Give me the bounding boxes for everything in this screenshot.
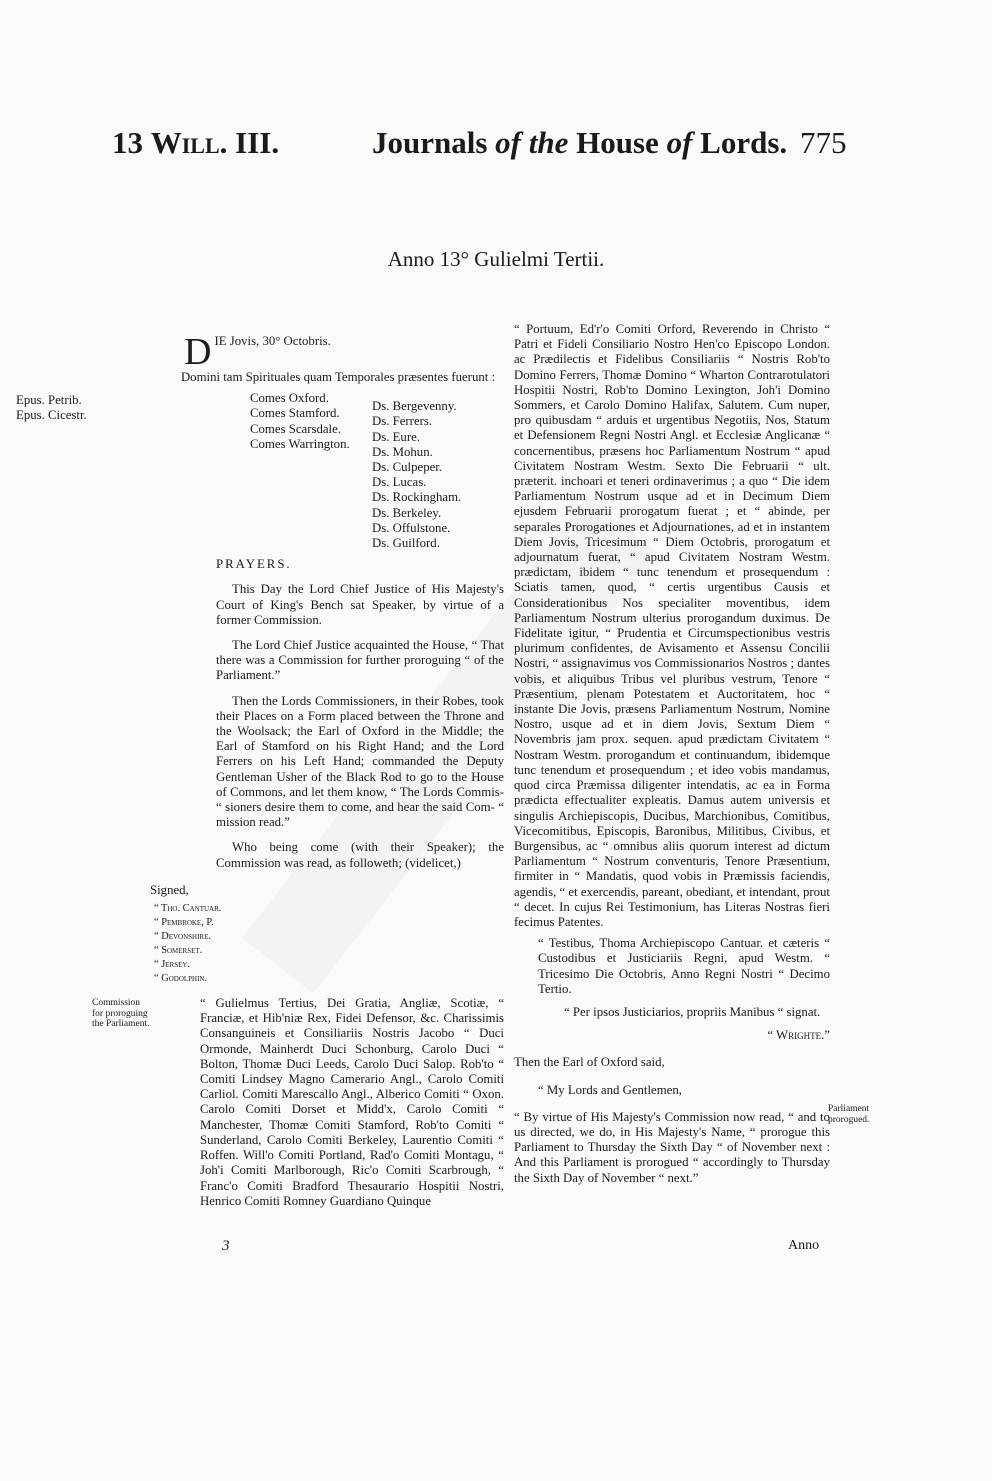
paragraph: Then the Earl of Oxford said, [514, 1055, 665, 1070]
list-item: Ds. Lucas. [372, 475, 427, 490]
list-item: Epus. Petrib. [16, 393, 82, 408]
signer: “ Godolphin. [154, 973, 208, 985]
header-regnal-year [112, 126, 279, 160]
header-title-word: House [576, 125, 659, 160]
signers-list [154, 902, 504, 986]
list-item: Ds. Culpeper. [372, 460, 443, 475]
bishops-list [16, 393, 87, 423]
signed-label: Signed, [150, 882, 189, 897]
header-title-word: of [666, 125, 693, 160]
margin-note: Commission for proroguing the Parliament. [92, 998, 150, 1030]
list-item: Ds. Ferrers. [372, 414, 433, 429]
paragraph: This Day the Lord Chief Justice of His Majesty's Court of King's Bench sat Speaker, by virtue of a former Commission. [216, 582, 504, 627]
commission-text: “ Gulielmus Tertius, Dei Gratia, Angliæ, Scotiæ, “ Franciæ, et Hib'niæ Rex, Fidei Defensor, &c. Charissimis Consanguineis et Consiliariis Nostris Jacobo “ Duci Ormonde, Mainherdt Duci Schonburg, Carolo Duci “ Bolton, Thomæ Duci Leeds, Carolo Duci Salop. Rob'to “ Comiti Lindsey Magno Camerario Angl., Carolo Comiti Carliol. Comiti Marescallo Angl., Alberico Comiti “ Oxon. Carolo Comiti Dorset et Midd'x, Carolo Comiti “ Manchester, Thomæ Comiti Stamford, Rob'to Comiti “ Sunderland, Carolo Comiti Berkeley, Laurentio Comiti “ Roffen. Will'o Comiti Portland, Rad'o Comiti Montagu, “ Joh'i Comiti Marlborough, Ric'o Comiti Scarbrough, “ Franc'o Comiti Bradford Thesaurario Hospitii Nostri, Henrico Comiti Romney Guardiano Quinque [200, 996, 504, 1208]
list-item: Ds. Berkeley. [372, 505, 442, 520]
salutation: “ My Lords and Gentlemen, [538, 1082, 682, 1097]
signer: “ Tho. Cantuar. [154, 903, 222, 915]
drop-cap: D [184, 331, 212, 373]
list-item: Comes Stamford. [250, 406, 340, 421]
per-ipsos-clause: “ Per ipsos Justiciarios, propriis Manibus “ signat. [564, 1004, 821, 1019]
header-title-word: Lords. [700, 125, 788, 160]
list-item: Ds. Mohun. [372, 444, 433, 459]
page-number: 775 [800, 125, 847, 160]
paragraph: Who being come (with their Speaker); the Commission was read, as followeth; (videlicet,) [216, 840, 504, 870]
commission-block [92, 996, 504, 1209]
signer: “ Devonshire. [154, 931, 211, 943]
right-column [514, 322, 830, 1186]
list-item: Comes Oxford. [250, 391, 329, 406]
signature-wrighte: “ Wrighte.” [767, 1028, 830, 1043]
opening-date: IE Jovis, 30° Octobris. [214, 334, 331, 348]
prayers-heading: PRAYERS. [216, 557, 292, 572]
list-item: Ds. Guilford. [372, 536, 440, 551]
header-title-word: the [528, 125, 569, 160]
list-item: Ds. Eure. [372, 429, 420, 444]
paragraph: The Lord Chief Justice acquainted the House, “ That there was a Commission for further proroguing “ of the Parliament.” [216, 638, 504, 683]
left-column [16, 322, 504, 1209]
catchword: Anno [788, 1238, 820, 1253]
list-item: Epus. Cicestr. [16, 408, 87, 423]
header-title [372, 126, 787, 160]
signer: “ Jersey. [154, 959, 191, 971]
list-item: Ds. Bergevenny. [372, 399, 457, 414]
header-regnal-number: 13 [112, 125, 143, 160]
signature-mark: 3 [222, 1238, 230, 1254]
header-regnal-name: Will. III. [150, 125, 280, 160]
margin-note: Parliament prorogued. [828, 1104, 870, 1125]
year-heading: Anno 13° Gulielmi Tertii. [387, 247, 605, 271]
signer: “ Pembroke, P. [154, 917, 214, 929]
speech-text: “ By virtue of His Majesty's Commission now read, “ and to us directed, we do, in His Majesty's Name, “ prorogue this Parliament to Thursday the Sixth Day “ of November next : And this Parliament is prorogued “ accordingly to Thursday the Sixth Day of November “ next.” [514, 1109, 830, 1185]
signer: “ Somerset. [154, 945, 203, 957]
list-item: Comes Scarsdale. [250, 421, 341, 436]
header-title-word: of [495, 125, 521, 160]
attendance-lists [16, 391, 504, 551]
paragraph: Then the Lords Commissioners, in their Robes, took their Places on a Form placed between the Throne and the Woolsack; the Earl of Oxford in the Middle; the Earl of Stamford on his Right Hand; and the Lord Ferrers on his Left Hand; commanded the Deputy Gentleman Usher of the Black Rod to go to the House of Commons, and let them know, “ The Lords Commis- “ sioners desire them to come, and hear the said Com- “ mission read.” [216, 693, 504, 830]
present-title: Domini tam Spirituales quam Temporales præsentes fuerunt : [180, 370, 496, 384]
barons-list [372, 399, 461, 551]
header-title-word: Journals [372, 125, 488, 160]
commission-continued: “ Portuum, Ed'r'o Comiti Orford, Reverendo in Christo “ Patri et Fideli Consiliario Nostro Hen'co Episcopo London. ac Prædilectis et Fidelibus Consiliariis “ Nostris Rob'to Domino Ferrers, Thomæ Domino “ Wharton Contrarotulatori Hospitii Nostri, Rob'to Domino Lexington, Joh'i Domino Sommers, et Carolo Domino Halifax, Salutem. Cum nuper, pro quibusdam “ arduis et urgentibus Negotiis, Nos, Statum et Defensionem Regni Nostri Angl. et Ecclesiæ Anglicanæ “ concernentibus, præsens hoc Parliamentum Nostrum “ apud Civitatem Nostram Westm. Sexto Die Februarii “ ult. præterit. inchoari et teneri ordinaverimus ; a quo “ Die idem Parliamentum Nostrum usque ad et in Decimum Diem ejusdem Februarii prorogatum fuerat ; et “ abinde, per separales Prorogationes et Adjournationes, ad et in instantem Diem Jovis, Tricesimum “ Diem Octobris, prorogatum et adjournatum fuerat, “ apud Civitatem Nostram Westm. prædictam, ibidem “ tunc tenendum et prosequendum : Sciatis tamen, quod, “ certis urgentibus Causis et Considerationibus Nos specialiter moventibus, idem Parliamentum Nostrum ulterius prorogandum duximus. De Fidelitate igitur, “ Prudentia et Circumspectionibus vestris plurimum confidentes, de Avisamento et Assensu Concilii Nostri, “ assignavimus vos Commissionarios Nostros ; dantes vobis, et aliquibus Tribus vel pluribus vestrum, Tenore “ Præsentium, plenam Potestatem et Auctoritatem, hoc “ instante Die Jovis, præsens Parliamentum Nostrum, Nomine Nostro, usque ad et in diem Jovis, Sextum Diem “ Novembris jam prox. sequen. apud prædictam Civitatem “ Nostram Westm. prorogandum et continuandum, ibidemque tunc tenendum et prosequendum ; et ideo vobis mandamus, quod circa Præmissa diligenter intendatis, ac ea in Forma prædicta effectualiter expleatis. Damus autem universis et singulis Archiepiscopis, Ducibus, Marchionibus, Comitibus, Vicecomitibus, Episcopis, Baronibus, Militibus, Civibus, et Burgensibus, ac “ omnibus aliis quorum interest ad dictum Parliamentum “ Nostrum conventuris, Tenore Præsentium, firmiter in “ Mandatis, quod vobis in Præmissis faciendis, agendis, “ et exercendis, pareant, obediant, et intendant, prout “ decet. In cujus Rei Testimonium, has Literas Nostras fieri fecimus Patentes. [514, 322, 830, 929]
opening-line [122, 322, 504, 373]
testibus-clause: “ Testibus, Thoma Archiepiscopo Cantuar. et cæteris “ Custodibus et Justiciariis Regni, apud Westm. “ Tricesimo Die Octobris, Anno Regni Nostri “ Decimo Tertio. [538, 936, 830, 996]
list-item: Ds. Offulstone. [372, 520, 451, 535]
list-item: Comes Warrington. [250, 436, 350, 451]
earls-list [250, 391, 350, 452]
list-item: Ds. Rockingham. [372, 490, 462, 505]
